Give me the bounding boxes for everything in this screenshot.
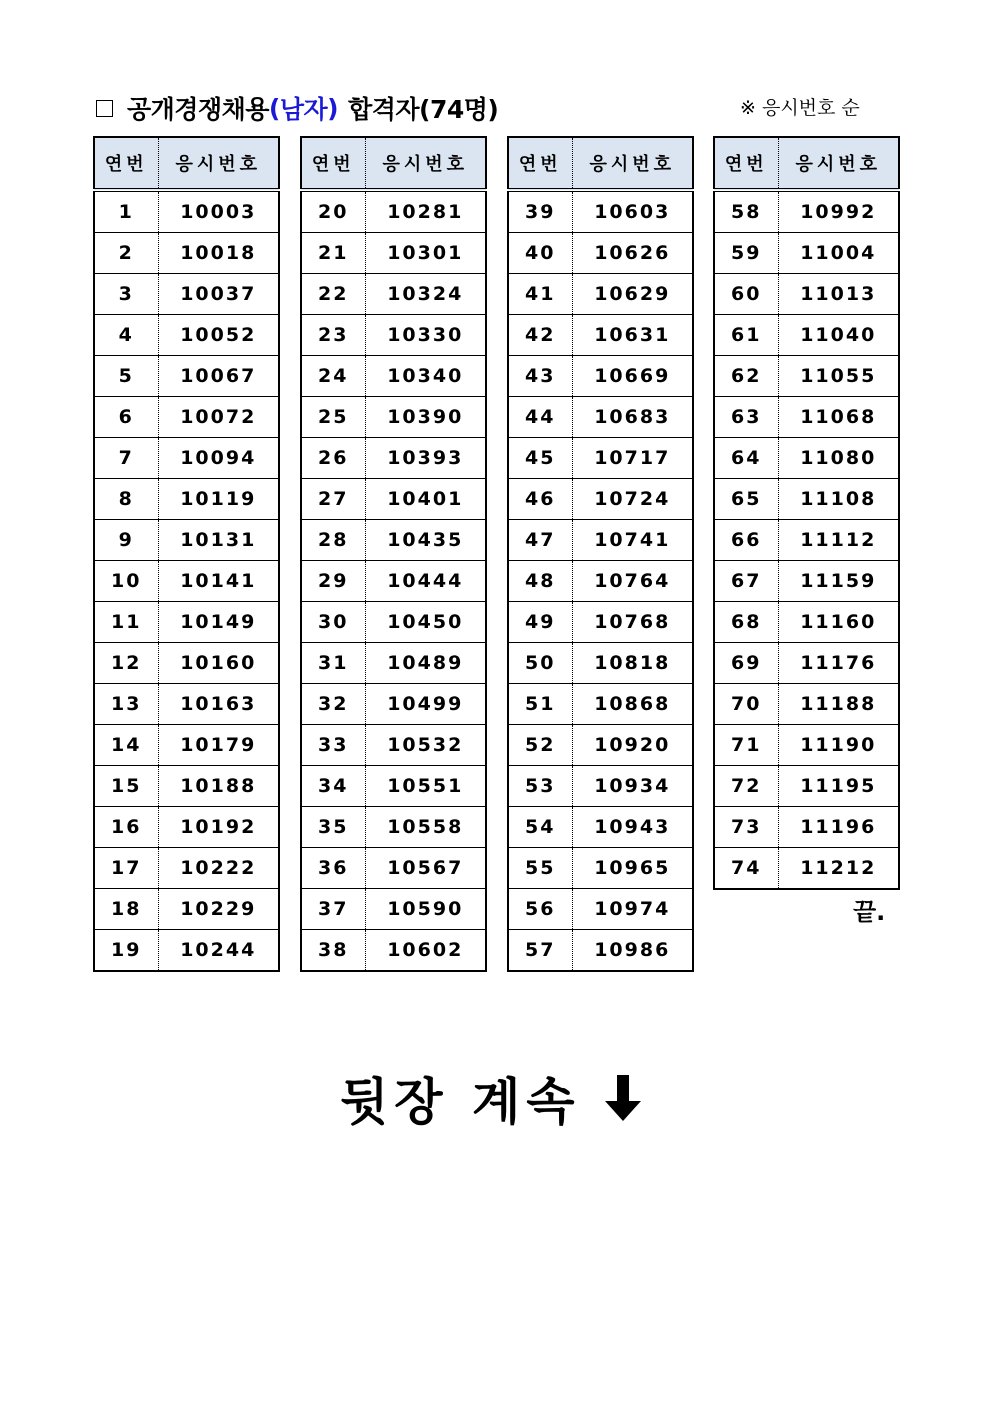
exam-number-cell: 10052 bbox=[158, 315, 279, 356]
exam-number-cell: 11055 bbox=[778, 356, 899, 397]
title-suffix: 합격자(74명) bbox=[348, 95, 499, 124]
exam-number-cell: 10558 bbox=[365, 807, 486, 848]
table-row bbox=[508, 684, 693, 725]
header-exam-number: 응시번호 bbox=[572, 137, 693, 190]
table-row bbox=[714, 356, 899, 397]
exam-number-cell: 11176 bbox=[778, 643, 899, 684]
exam-number-cell: 10018 bbox=[158, 233, 279, 274]
seq-cell: 37 bbox=[301, 889, 365, 930]
table-row bbox=[301, 233, 486, 274]
seq-cell: 56 bbox=[508, 889, 572, 930]
seq-cell: 32 bbox=[301, 684, 365, 725]
seq-cell: 11 bbox=[94, 602, 158, 643]
seq-cell: 74 bbox=[714, 848, 778, 890]
seq-cell: 29 bbox=[301, 561, 365, 602]
seq-cell: 54 bbox=[508, 807, 572, 848]
exam-number-cell: 10603 bbox=[572, 190, 693, 233]
seq-cell: 40 bbox=[508, 233, 572, 274]
seq-cell: 66 bbox=[714, 520, 778, 561]
seq-cell: 67 bbox=[714, 561, 778, 602]
seq-cell: 52 bbox=[508, 725, 572, 766]
table-row bbox=[508, 233, 693, 274]
exam-number-cell: 11004 bbox=[778, 233, 899, 274]
seq-cell: 30 bbox=[301, 602, 365, 643]
table-row bbox=[94, 889, 279, 930]
table-row bbox=[508, 889, 693, 930]
checkbox-square-icon bbox=[96, 100, 113, 117]
table-row bbox=[714, 602, 899, 643]
seq-cell: 26 bbox=[301, 438, 365, 479]
seq-cell: 57 bbox=[508, 930, 572, 972]
end-mark: 끝. bbox=[853, 898, 886, 926]
exam-number-cell: 10489 bbox=[365, 643, 486, 684]
table-row bbox=[714, 561, 899, 602]
seq-cell: 46 bbox=[508, 479, 572, 520]
table-row bbox=[94, 274, 279, 315]
exam-number-cell: 10934 bbox=[572, 766, 693, 807]
seq-cell: 33 bbox=[301, 725, 365, 766]
table-row bbox=[301, 930, 486, 972]
table-row bbox=[94, 930, 279, 972]
seq-cell: 60 bbox=[714, 274, 778, 315]
page-title bbox=[96, 88, 498, 128]
results-table-1 bbox=[93, 136, 280, 972]
seq-cell: 15 bbox=[94, 766, 158, 807]
arrow-down-icon bbox=[603, 1073, 643, 1123]
exam-number-cell: 10444 bbox=[365, 561, 486, 602]
exam-number-cell: 10160 bbox=[158, 643, 279, 684]
seq-cell: 4 bbox=[94, 315, 158, 356]
exam-number-cell: 10986 bbox=[594, 939, 671, 961]
table-row bbox=[508, 356, 693, 397]
exam-number-cell: 10768 bbox=[572, 602, 693, 643]
exam-number-cell: 10683 bbox=[572, 397, 693, 438]
exam-number-cell: 10602 bbox=[387, 939, 464, 961]
seq-cell: 69 bbox=[714, 643, 778, 684]
table-row bbox=[508, 602, 693, 643]
table-row bbox=[508, 766, 693, 807]
exam-number-cell: 10281 bbox=[365, 190, 486, 233]
exam-number-cell: 10003 bbox=[158, 190, 279, 233]
table-row bbox=[301, 602, 486, 643]
seq-cell: 20 bbox=[301, 190, 365, 233]
results-table-2 bbox=[300, 136, 487, 972]
header-seq: 연번 bbox=[508, 137, 572, 190]
seq-cell: 35 bbox=[301, 807, 365, 848]
table-row bbox=[94, 479, 279, 520]
table-row bbox=[508, 274, 693, 315]
exam-number-cell: 10499 bbox=[365, 684, 486, 725]
exam-number-cell: 10229 bbox=[158, 889, 279, 930]
results-table-4 bbox=[713, 136, 900, 890]
seq-cell: 16 bbox=[94, 807, 158, 848]
table-row bbox=[508, 725, 693, 766]
table-row bbox=[94, 233, 279, 274]
exam-number-cell: 10626 bbox=[572, 233, 693, 274]
table-row bbox=[301, 889, 486, 930]
seq-cell: 71 bbox=[714, 725, 778, 766]
table-row bbox=[714, 479, 899, 520]
table-row bbox=[94, 520, 279, 561]
seq-cell: 43 bbox=[508, 356, 572, 397]
table-row bbox=[301, 520, 486, 561]
exam-number-cell: 10629 bbox=[572, 274, 693, 315]
table-row bbox=[94, 190, 279, 233]
table-row bbox=[94, 725, 279, 766]
seq-cell: 49 bbox=[508, 602, 572, 643]
title-prefix: 공개경쟁채용 bbox=[127, 95, 269, 124]
exam-number-cell: 10067 bbox=[158, 356, 279, 397]
exam-number-cell: 10551 bbox=[365, 766, 486, 807]
exam-number-cell: 11188 bbox=[778, 684, 899, 725]
exam-number-cell: 10301 bbox=[365, 233, 486, 274]
seq-cell: 2 bbox=[94, 233, 158, 274]
exam-number-cell: 11112 bbox=[778, 520, 899, 561]
seq-cell: 14 bbox=[94, 725, 158, 766]
title-paren-close: ) bbox=[327, 93, 339, 123]
table-row bbox=[714, 807, 899, 848]
table-row bbox=[94, 684, 279, 725]
table-row bbox=[508, 848, 693, 889]
table-row bbox=[94, 561, 279, 602]
header-exam-number: 응시번호 bbox=[365, 137, 486, 190]
seq-cell: 70 bbox=[714, 684, 778, 725]
seq-cell: 36 bbox=[301, 848, 365, 889]
table-row bbox=[714, 684, 899, 725]
table-row bbox=[508, 807, 693, 848]
table-row bbox=[508, 930, 693, 972]
header-seq: 연번 bbox=[94, 137, 158, 190]
table-row bbox=[301, 766, 486, 807]
exam-number-cell: 10188 bbox=[158, 766, 279, 807]
exam-number-cell: 10179 bbox=[158, 725, 279, 766]
seq-cell: 58 bbox=[714, 190, 778, 233]
table-row bbox=[714, 725, 899, 766]
header-row bbox=[508, 137, 693, 190]
table-row bbox=[714, 274, 899, 315]
seq-cell: 18 bbox=[94, 889, 158, 930]
table-row bbox=[508, 561, 693, 602]
seq-cell: 73 bbox=[714, 807, 778, 848]
table-row bbox=[94, 848, 279, 889]
table-row bbox=[94, 643, 279, 684]
seq-cell: 44 bbox=[508, 397, 572, 438]
table-row bbox=[508, 397, 693, 438]
seq-cell: 31 bbox=[301, 643, 365, 684]
exam-number-cell: 10072 bbox=[158, 397, 279, 438]
seq-cell: 13 bbox=[94, 684, 158, 725]
seq-cell: 7 bbox=[94, 438, 158, 479]
table-row bbox=[301, 807, 486, 848]
exam-number-cell: 10943 bbox=[572, 807, 693, 848]
seq-cell: 47 bbox=[508, 520, 572, 561]
exam-number-cell: 10920 bbox=[572, 725, 693, 766]
seq-cell: 8 bbox=[94, 479, 158, 520]
exam-number-cell: 11040 bbox=[778, 315, 899, 356]
seq-cell: 62 bbox=[714, 356, 778, 397]
table-row bbox=[301, 561, 486, 602]
exam-number-cell: 11196 bbox=[778, 807, 899, 848]
exam-number-cell: 10163 bbox=[158, 684, 279, 725]
seq-cell: 1 bbox=[94, 190, 158, 233]
exam-number-cell: 10974 bbox=[572, 889, 693, 930]
exam-number-cell: 11013 bbox=[778, 274, 899, 315]
exam-number-cell: 11159 bbox=[778, 561, 899, 602]
header-exam-number: 응시번호 bbox=[158, 137, 279, 190]
exam-number-cell: 10818 bbox=[572, 643, 693, 684]
table-row bbox=[714, 233, 899, 274]
table-row bbox=[301, 397, 486, 438]
exam-number-cell: 10119 bbox=[158, 479, 279, 520]
exam-number-cell: 10131 bbox=[158, 520, 279, 561]
continue-notice bbox=[340, 1062, 643, 1134]
exam-number-cell: 10393 bbox=[365, 438, 486, 479]
seq-cell: 42 bbox=[508, 315, 572, 356]
seq-cell: 27 bbox=[301, 479, 365, 520]
seq-cell: 39 bbox=[508, 190, 572, 233]
table-row bbox=[714, 643, 899, 684]
header-row bbox=[301, 137, 486, 190]
seq-cell: 64 bbox=[714, 438, 778, 479]
seq-cell: 28 bbox=[301, 520, 365, 561]
seq-cell: 72 bbox=[714, 766, 778, 807]
header-row bbox=[714, 137, 899, 190]
table-row bbox=[508, 643, 693, 684]
seq-cell: 25 bbox=[301, 397, 365, 438]
seq-cell: 59 bbox=[714, 233, 778, 274]
seq-cell: 34 bbox=[301, 766, 365, 807]
table-row bbox=[94, 315, 279, 356]
seq-cell: 3 bbox=[94, 274, 158, 315]
exam-number-cell: 10390 bbox=[365, 397, 486, 438]
seq-cell: 10 bbox=[94, 561, 158, 602]
table-row bbox=[714, 190, 899, 233]
exam-number-cell: 11080 bbox=[778, 438, 899, 479]
exam-number-cell: 10669 bbox=[572, 356, 693, 397]
exam-number-cell: 10965 bbox=[572, 848, 693, 889]
seq-cell: 48 bbox=[508, 561, 572, 602]
continue-text: 뒷장 계속 bbox=[340, 1072, 581, 1131]
table-row bbox=[508, 520, 693, 561]
seq-cell: 12 bbox=[94, 643, 158, 684]
exam-number-cell: 11108 bbox=[778, 479, 899, 520]
exam-number-cell: 10724 bbox=[572, 479, 693, 520]
seq-cell: 41 bbox=[508, 274, 572, 315]
exam-number-cell: 10590 bbox=[365, 889, 486, 930]
seq-cell: 63 bbox=[714, 397, 778, 438]
exam-number-cell: 10037 bbox=[158, 274, 279, 315]
table-row bbox=[301, 190, 486, 233]
table-row bbox=[301, 274, 486, 315]
table-row bbox=[94, 438, 279, 479]
exam-number-cell: 10222 bbox=[158, 848, 279, 889]
results-table-3 bbox=[507, 136, 694, 972]
table-row bbox=[94, 602, 279, 643]
header-seq: 연번 bbox=[714, 137, 778, 190]
seq-cell: 50 bbox=[508, 643, 572, 684]
table-row bbox=[94, 356, 279, 397]
table-row bbox=[301, 848, 486, 889]
seq-cell: 55 bbox=[508, 848, 572, 889]
seq-cell: 6 bbox=[94, 397, 158, 438]
table-row bbox=[301, 479, 486, 520]
table-row bbox=[508, 438, 693, 479]
table-row bbox=[94, 397, 279, 438]
exam-number-cell: 10244 bbox=[180, 939, 257, 961]
exam-number-cell: 11068 bbox=[778, 397, 899, 438]
exam-number-cell: 10532 bbox=[365, 725, 486, 766]
exam-number-cell: 10717 bbox=[572, 438, 693, 479]
header-seq: 연번 bbox=[301, 137, 365, 190]
title-paren-open: ( bbox=[268, 93, 280, 123]
seq-cell: 61 bbox=[714, 315, 778, 356]
table-row bbox=[714, 766, 899, 807]
seq-cell: 23 bbox=[301, 315, 365, 356]
exam-number-cell: 10567 bbox=[365, 848, 486, 889]
seq-cell: 24 bbox=[301, 356, 365, 397]
table-row bbox=[508, 479, 693, 520]
seq-cell: 45 bbox=[508, 438, 572, 479]
seq-cell: 51 bbox=[508, 684, 572, 725]
table-row bbox=[301, 438, 486, 479]
seq-cell: 68 bbox=[714, 602, 778, 643]
exam-number-cell: 10324 bbox=[365, 274, 486, 315]
table-row bbox=[508, 315, 693, 356]
exam-number-cell: 10149 bbox=[158, 602, 279, 643]
table-row bbox=[714, 315, 899, 356]
table-row bbox=[94, 807, 279, 848]
exam-number-cell: 10340 bbox=[365, 356, 486, 397]
table-row bbox=[301, 725, 486, 766]
table-row bbox=[714, 848, 899, 890]
exam-number-cell: 10192 bbox=[158, 807, 279, 848]
sort-note: ※ 응시번호 순 bbox=[740, 97, 860, 119]
seq-cell: 21 bbox=[301, 233, 365, 274]
exam-number-cell: 10741 bbox=[572, 520, 693, 561]
seq-cell: 19 bbox=[94, 930, 158, 972]
exam-number-cell: 11190 bbox=[778, 725, 899, 766]
table-row bbox=[714, 438, 899, 479]
exam-number-cell: 10435 bbox=[365, 520, 486, 561]
header-exam-number: 응시번호 bbox=[778, 137, 899, 190]
exam-number-cell: 11195 bbox=[778, 766, 899, 807]
exam-number-cell: 11160 bbox=[778, 602, 899, 643]
exam-number-cell: 10094 bbox=[158, 438, 279, 479]
exam-number-cell: 10450 bbox=[365, 602, 486, 643]
exam-number-cell: 10141 bbox=[158, 561, 279, 602]
table-row bbox=[94, 766, 279, 807]
seq-cell: 17 bbox=[94, 848, 158, 889]
table-row bbox=[508, 190, 693, 233]
seq-cell: 65 bbox=[714, 479, 778, 520]
title-highlight: 남자 bbox=[279, 95, 328, 124]
header-row bbox=[94, 137, 279, 190]
table-row bbox=[301, 684, 486, 725]
table-row bbox=[301, 356, 486, 397]
table-row bbox=[714, 520, 899, 561]
exam-number-cell: 10992 bbox=[778, 190, 899, 233]
exam-number-cell: 10868 bbox=[572, 684, 693, 725]
exam-number-cell: 10764 bbox=[572, 561, 693, 602]
seq-cell: 38 bbox=[301, 930, 365, 972]
exam-number-cell: 10401 bbox=[365, 479, 486, 520]
table-row bbox=[714, 397, 899, 438]
seq-cell: 9 bbox=[94, 520, 158, 561]
seq-cell: 53 bbox=[508, 766, 572, 807]
table-row bbox=[301, 315, 486, 356]
seq-cell: 5 bbox=[94, 356, 158, 397]
exam-number-cell: 11212 bbox=[800, 857, 877, 879]
table-row bbox=[301, 643, 486, 684]
exam-number-cell: 10330 bbox=[365, 315, 486, 356]
exam-number-cell: 10631 bbox=[572, 315, 693, 356]
seq-cell: 22 bbox=[301, 274, 365, 315]
